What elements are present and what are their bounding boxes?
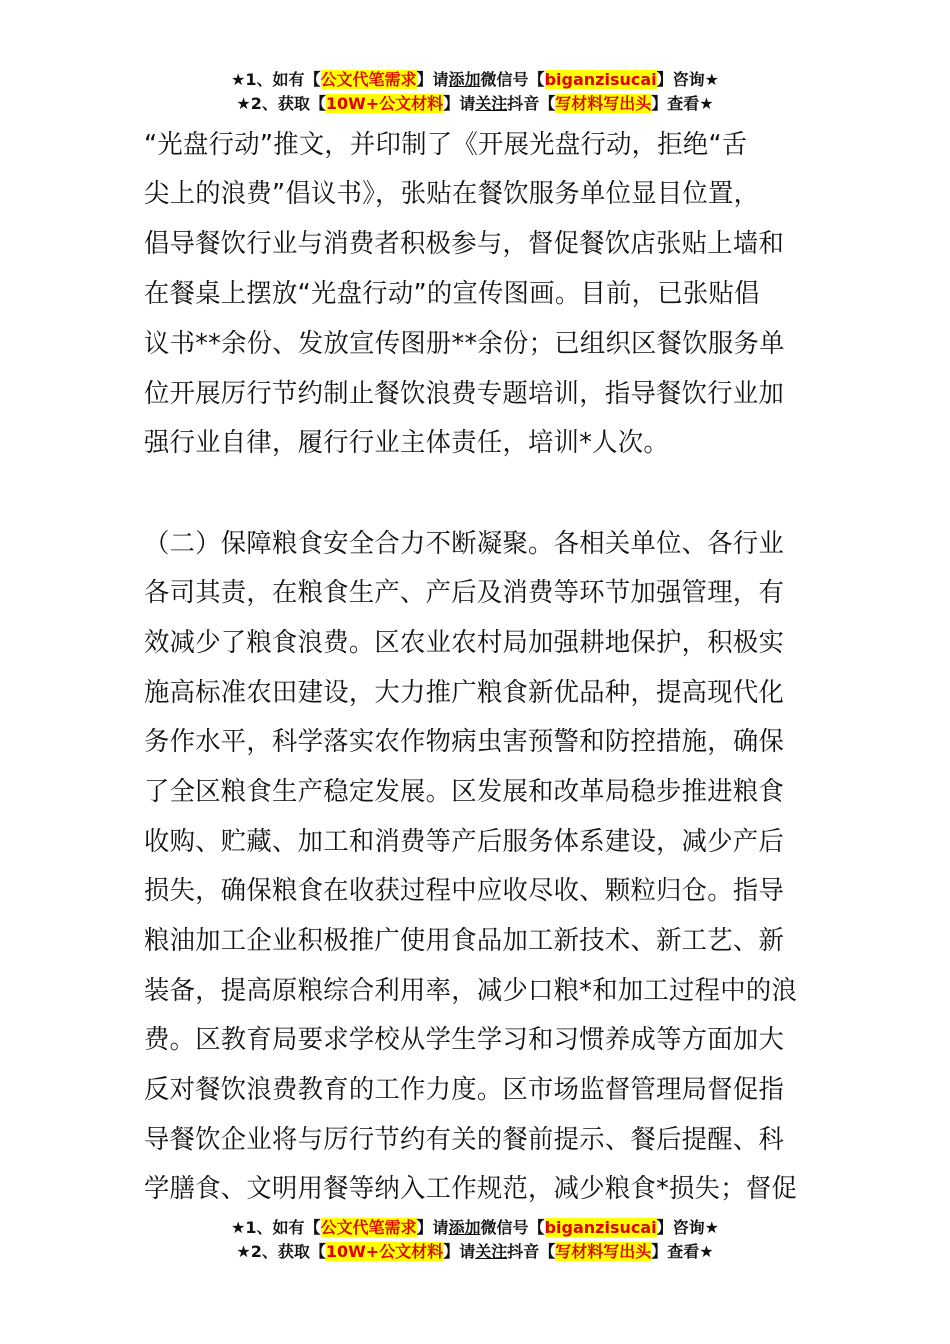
banner-emphasis: 关注 (475, 1242, 508, 1261)
body-line: 位开展厉行节约制止餐饮浪费专题培训，指导餐饮行业加 (144, 379, 785, 409)
banner-text: 】请 (416, 70, 449, 89)
banner-text: 】查看★ (651, 1242, 714, 1261)
body-line: 施高标准农田建设，大力推广粮食新优品种，提高现代化 (144, 678, 785, 708)
banner-line-1 (0, 1216, 950, 1240)
body-line: 装备，提高原粮综合利用率，减少口粮*和加工过程中的浪 (144, 976, 798, 1006)
body-line: 收购、贮藏、加工和消费等产后服务体系建设，减少产后 (144, 827, 785, 857)
banner-text: ★1、如有【 (231, 1218, 321, 1237)
banner-text: 微信号【 (480, 70, 545, 89)
banner-text: 抖音【 (507, 94, 556, 113)
body-line: 反对餐饮浪费教育的工作力度。区市场监督管理局督促指 (144, 1075, 785, 1105)
body-line: 各司其责，在粮食生产、产后及消费等环节加强管理，有 (144, 578, 785, 608)
body-line: 尖上的浪费”倡议书》，张贴在餐饮服务单位显目位置， (144, 179, 760, 209)
banner-text: ★2、获取【 (236, 94, 326, 113)
banner-highlight: 写材料写出头 (555, 94, 652, 113)
banner-text: 微信号【 (480, 1218, 545, 1237)
banner-text: 】请 (443, 94, 476, 113)
banner-text: 】请 (416, 1218, 449, 1237)
header-banner (0, 68, 950, 116)
banner-highlight: 写材料写出头 (555, 1242, 652, 1261)
banner-line-2 (0, 92, 950, 116)
body-line: 倡导餐饮行业与消费者积极参与，督促餐饮店张贴上墙和 (144, 229, 785, 259)
banner-text: 】查看★ (651, 94, 714, 113)
body-line: 强行业自律，履行行业主体责任，培训*人次。 (144, 428, 670, 458)
banner-text: 】请 (443, 1242, 476, 1261)
banner-text: 】咨询★ (656, 1218, 719, 1237)
body-line: 损失，确保粮食在收获过程中应收尽收、颗粒归仓。指导 (144, 876, 785, 906)
footer-banner (0, 1216, 950, 1264)
banner-line-1 (0, 68, 950, 92)
banner-line-2 (0, 1240, 950, 1264)
banner-highlight: 10W+公文材料 (325, 1242, 444, 1261)
banner-highlight: 公文代笔需求 (320, 1218, 417, 1237)
banner-highlight: biganzisucai (544, 1218, 657, 1237)
banner-emphasis: 添加 (448, 70, 481, 89)
body-line: 导餐饮企业将与厉行节约有关的餐前提示、餐后提醒、科 (144, 1125, 785, 1155)
body-line: 了全区粮食生产稳定发展。区发展和改革局稳步推进粮食 (144, 777, 785, 807)
body-line: 学膳食、文明用餐等纳入工作规范，减少粮食*损失；督促 (144, 1174, 798, 1204)
banner-text: ★1、如有【 (231, 70, 321, 89)
body-line: 在餐桌上摆放“光盘行动”的宣传图画。目前，已张贴倡 (144, 279, 760, 309)
body-line: 费。区教育局要求学校从学生学习和习惯养成等方面加大 (144, 1025, 785, 1055)
body-line: 效减少了粮食浪费。区农业农村局加强耕地保护，积极实 (144, 628, 785, 658)
banner-highlight: biganzisucai (544, 70, 657, 89)
banner-text: 抖音【 (507, 1242, 556, 1261)
banner-text: ★2、获取【 (236, 1242, 326, 1261)
body-line: 议书**余份、发放宣传图册**余份；已组织区餐饮服务单 (144, 329, 785, 359)
banner-highlight: 公文代笔需求 (320, 70, 417, 89)
section-heading-line: （二）保障粮食安全合力不断凝聚。各相关单位、各行业 (144, 529, 785, 559)
body-line: 粮油加工企业积极推广使用食品加工新技术、新工艺、新 (144, 926, 785, 956)
body-line: “光盘行动”推文，并印制了《开展光盘行动，拒绝“舌 (144, 130, 748, 160)
banner-highlight: 10W+公文材料 (325, 94, 444, 113)
banner-emphasis: 关注 (475, 94, 508, 113)
banner-text: 】咨询★ (656, 70, 719, 89)
body-line: 务作水平，科学落实农作物病虫害预警和防控措施，确保 (144, 727, 785, 757)
banner-emphasis: 添加 (448, 1218, 481, 1237)
